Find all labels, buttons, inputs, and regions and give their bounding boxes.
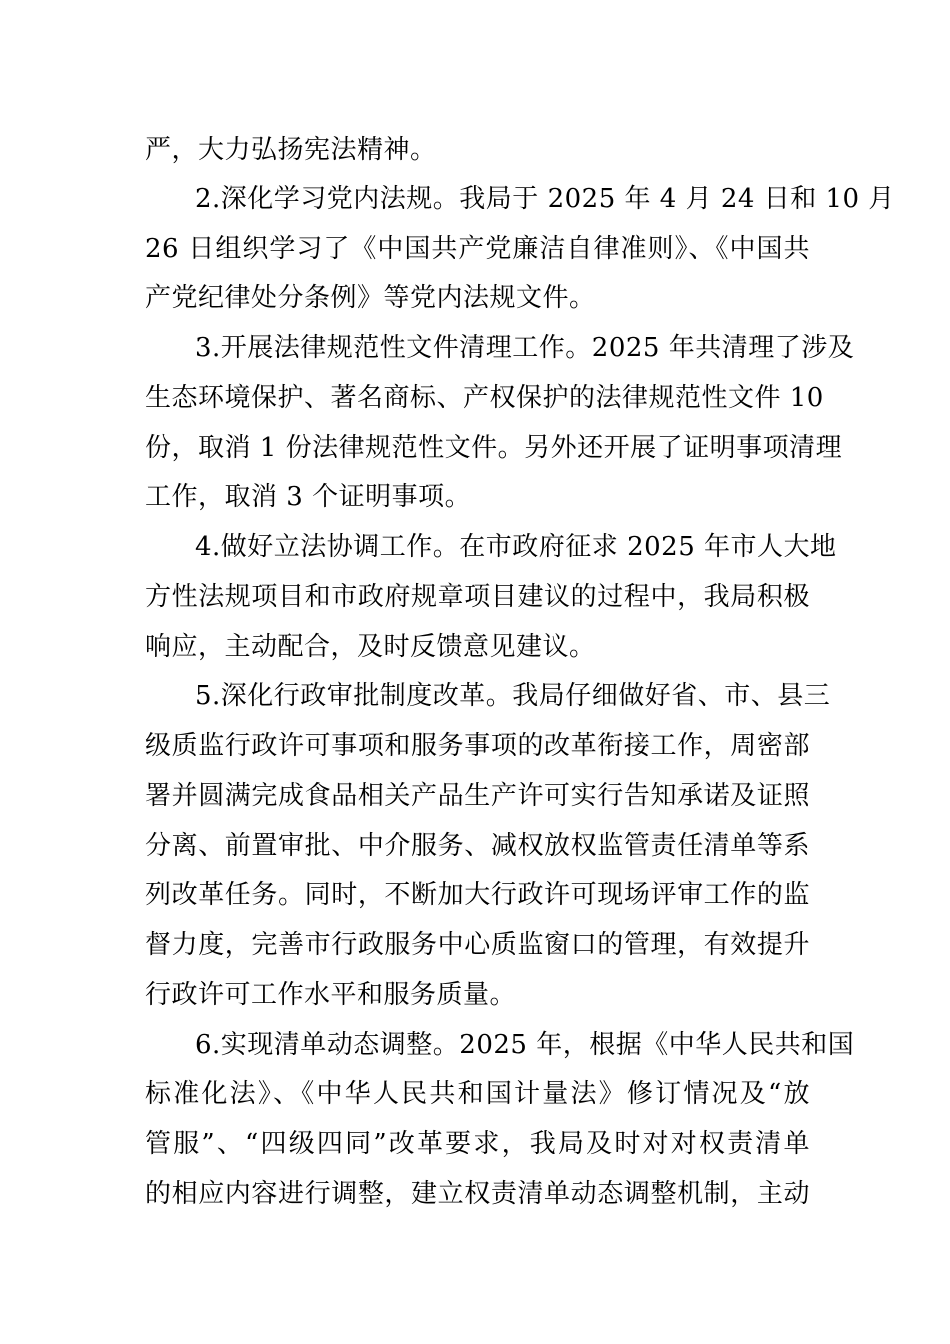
paragraph-6-line-1: 6.实现清单动态调整。2025 年，根据《中华人民共和国 <box>195 1030 855 1060</box>
paragraph-0-line-1: 严，大力弘扬宪法精神。 <box>145 135 437 165</box>
paragraph-5-line-2: 级质监行政许可事项和服务事项的改革衔接工作，周密部 <box>145 731 810 761</box>
paragraph-4-line-2: 方性法规项目和市政府规章项目建议的过程中，我局积极 <box>145 582 810 612</box>
paragraph-5-line-4: 分离、前置审批、中介服务、减权放权监管责任清单等系 <box>145 831 810 861</box>
paragraph-3-line-3: 份，取消 1 份法律规范性文件。另外还开展了证明事项清理 <box>145 433 843 463</box>
paragraph-2-line-3: 产党纪律处分条例》等党内法规文件。 <box>145 283 596 313</box>
paragraph-2-line-2: 26 日组织学习了《中国共产党廉洁自律准则》、《中国共 <box>145 234 810 264</box>
paragraph-6-line-3: 管服”、“四级四同”改革要求，我局及时对对权责清单 <box>145 1129 810 1159</box>
paragraph-3-line-1: 3.开展法律规范性文件清理工作。2025 年共清理了涉及 <box>195 333 855 363</box>
paragraph-5-line-1: 5.深化行政审批制度改革。我局仔细做好省、市、县三 <box>195 681 831 711</box>
paragraph-5-line-5: 列改革任务。同时，不断加大行政许可现场评审工作的监 <box>145 880 810 910</box>
paragraph-3-line-4: 工作，取消 3 个证明事项。 <box>145 482 472 512</box>
paragraph-6-line-4: 的相应内容进行调整，建立权责清单动态调整机制，主动 <box>145 1179 810 1209</box>
paragraph-6-line-2: 标准化法》、《中华人民共和国计量法》修订情况及“放 <box>145 1079 810 1109</box>
paragraph-4-line-3: 响应，主动配合，及时反馈意见建议。 <box>145 632 596 662</box>
paragraph-5-line-3: 署并圆满完成食品相关产品生产许可实行告知承诺及证照 <box>145 781 810 811</box>
paragraph-5-line-7: 行政许可工作水平和服务质量。 <box>145 980 517 1010</box>
paragraph-2-line-1: 2.深化学习党内法规。我局于 2025 年 4 月 24 日和 10 月 <box>195 184 895 214</box>
paragraph-3-line-2: 生态环境保护、著名商标、产权保护的法律规范性文件 10 <box>145 383 824 413</box>
paragraph-4-line-1: 4.做好立法协调工作。在市政府征求 2025 年市人大地 <box>195 532 837 562</box>
paragraph-5-line-6: 督力度，完善市行政服务中心质监窗口的管理，有效提升 <box>145 930 810 960</box>
